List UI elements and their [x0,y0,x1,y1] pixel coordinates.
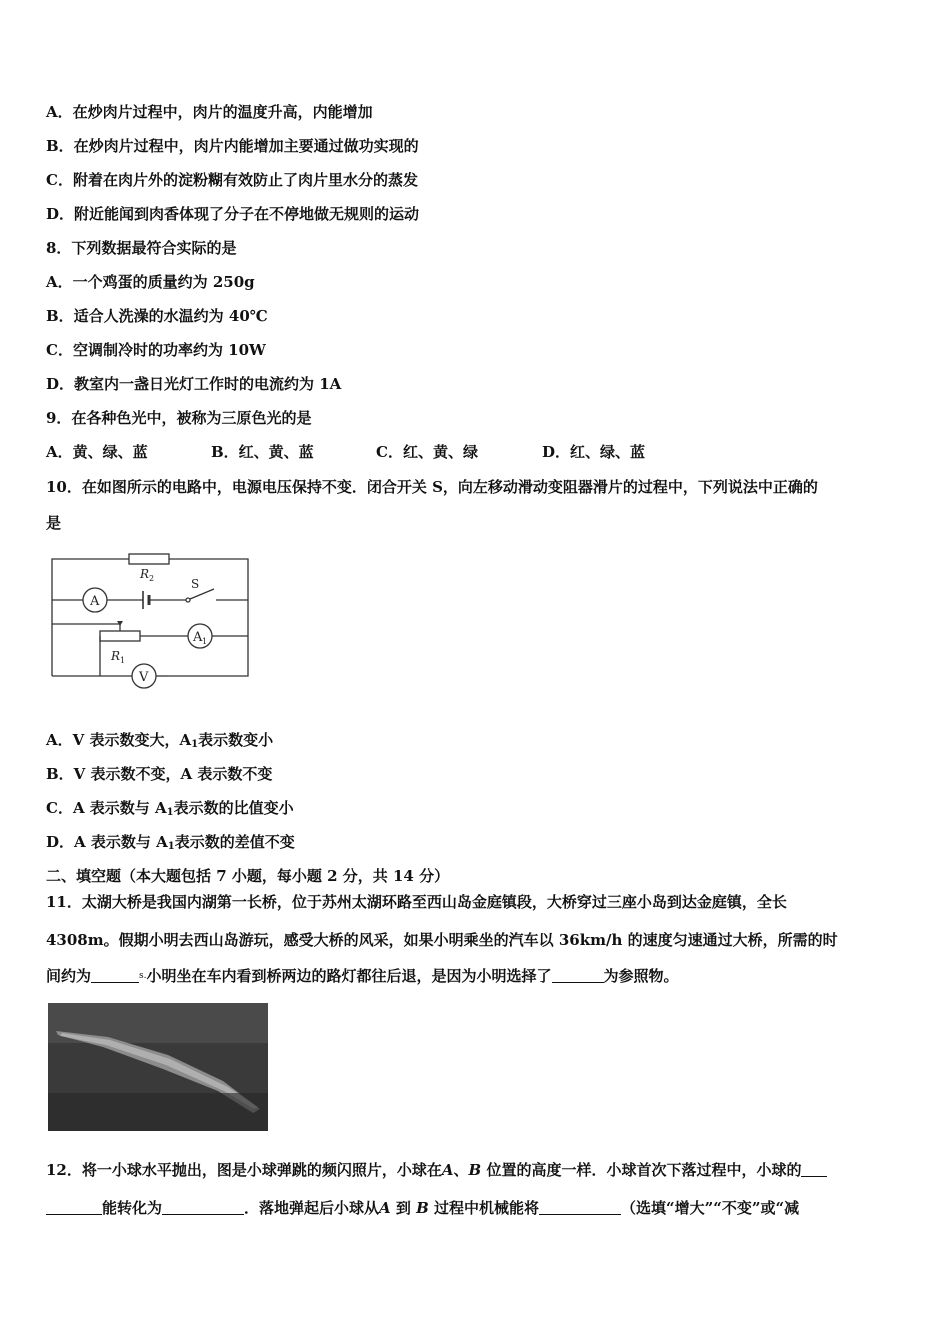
q9-option-b: B．红、黄、蓝 [211,443,314,461]
q12-line2-a: 能转化为 [102,1199,163,1217]
q12-line1 [46,1160,827,1180]
q12-line1-c: 位置的高度一样．小球首次下落过程中，小球的 [481,1161,802,1179]
r2-label: R [140,567,150,581]
q8-option-a: A．一个鸡蛋的质量约为 250g [46,273,255,291]
q7-option-a: A．在炒肉片过程中，肉片的温度升高，内能增加 [46,103,373,121]
q10-option-d-pre: D．A 表示数与 A [46,833,168,851]
q12-blank-2[interactable] [162,1200,244,1215]
q12-blank-3[interactable] [539,1200,621,1215]
q11-line2: 4308m。假期小明去西山岛游玩，感受大桥的风采，如果小明乘坐的汽车以 36km/h 的速度匀速通过大桥，所需的时 [46,931,838,949]
section2-heading: 二、填空题（本大题包括 7 小题，每小题 2 分，共 14 分） [46,867,450,885]
q12-blank-1b[interactable] [46,1200,102,1215]
voltmeter-label: V [139,670,149,685]
q8-stem: 8．下列数据最符合实际的是 [46,239,237,257]
ammeter-a-label: A [90,594,100,609]
q12-line2 [46,1198,799,1218]
r1-label: R [111,649,121,663]
ammeter-a1-label-sub: 1 [202,637,208,646]
q12-blank-1a[interactable] [801,1162,827,1177]
q10-stem-line2: 是 [46,514,62,532]
q7-option-b: B．在炒肉片过程中，肉片内能增加主要通过做功实现的 [46,137,419,155]
q9-options [46,442,645,462]
q8-option-b: B．适合人洗澡的水温约为 40℃ [46,307,268,325]
q8-option-d: D．教室内一盏日光灯工作时的电流约为 1A [46,375,342,393]
q10-option-c-post: 表示数的比值变小 [173,799,294,817]
r1-label-sub: 1 [120,656,126,665]
q10-option-d-post: 表示数的差值不变 [174,833,295,851]
ammeter-a1-label: A [193,630,203,645]
q10-option-a-sub: 1 [191,739,199,750]
q10-option-c [46,798,294,823]
switch-label: S [191,577,200,591]
q7-option-c: C．附着在肉片外的淀粉糊有效防止了肉片里水分的蒸发 [46,171,418,189]
circuit-diagram [46,545,256,695]
q10-stem-line1: 10．在如图所示的电路中，电源电压保持不变．闭合开关 S，向左移动滑动变阻器滑片的过程中，下列说法中正确的 [46,478,818,496]
q11-line3 [46,966,679,986]
q9-option-a: A．黄、绿、蓝 [46,443,148,461]
q10-option-b: B．V 表示数不变，A 表示数不变 [46,765,273,783]
q8-option-c: C．空调制冷时的功率约为 10W [46,341,266,359]
q12-line2-c: 到 [390,1199,417,1217]
q12-line2-point-a: A [379,1199,391,1217]
q10-option-c-pre: C．A 表示数与 A [46,799,167,817]
q12-point-a: A [441,1161,454,1179]
q12-line2-point-b: B [416,1199,429,1217]
resistor-r2 [129,554,169,564]
q11-unit: s. [139,971,147,981]
q11-line3-post: 为参照物。 [603,967,679,985]
q10-option-a-post: 表示数变小 [198,731,274,749]
q10-option-a-pre: A．V 表示数变大，A [46,731,192,749]
resistor-r1 [100,631,140,641]
q7-option-d: D．附近能闻到肉香体现了分子在不停地做无规则的运动 [46,205,420,223]
q11-blank-time[interactable] [91,968,139,983]
q12-line1-b: 、 [453,1161,469,1179]
bridge-photo-art [48,1003,268,1131]
q12-line2-b: ．落地弹起后小球从 [244,1199,380,1217]
q12-line1-a: 12．将一小球水平抛出，图是小球弹跳的频闪照片，小球在 [46,1161,442,1179]
q12-line2-d: 过程中机械能将 [428,1199,540,1217]
q11-line3-pre: 间约为 [46,967,92,985]
q10-option-d [46,832,295,857]
q9-option-c: C．红、黄、绿 [376,443,478,461]
q10-option-d-sub: 1 [167,841,175,852]
q9-stem: 9．在各种色光中，被称为三原色光的是 [46,409,312,427]
bridge-photo [48,1003,268,1131]
q11-line1: 11．太湖大桥是我国内湖第一长桥，位于苏州太湖环路至西山岛金庭镇段，大桥穿过三座小岛到达金庭镇，全长 [46,893,787,911]
q12-point-b: B [468,1161,482,1179]
q9-option-d: D．红、绿、蓝 [542,443,646,461]
q10-option-c-sub: 1 [166,807,174,818]
r2-label-sub: 2 [149,574,155,583]
q11-line3-mid: 小明坐在车内看到桥两边的路灯都往后退，是因为小明选择了 [146,967,552,985]
q12-line2-e: （选填“增大”“不变”或“减 [621,1199,800,1217]
q10-option-a [46,730,273,755]
q11-blank-reference[interactable] [552,968,604,983]
